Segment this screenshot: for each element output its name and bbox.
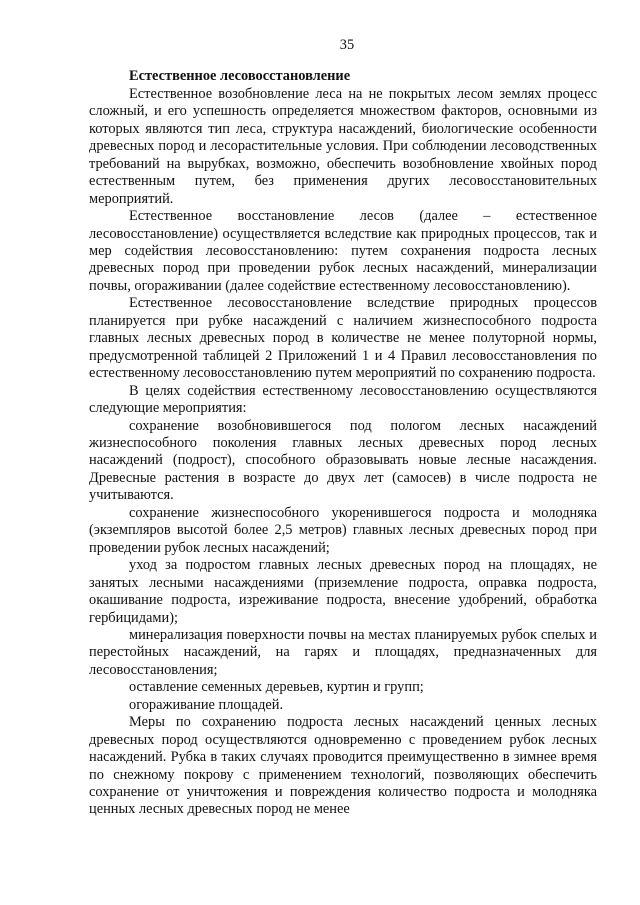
page-number: 35	[339, 37, 355, 53]
list-item-seed-trees: оставление семенных деревьев, куртин и групп;	[129, 679, 424, 696]
section-heading: Естественное лесовосстановление	[129, 68, 351, 85]
paragraph-measures-intro: В целях содействия естественному лесовосстановлению осуществляются следующие мероприятия:	[89, 382, 597, 417]
list-item-soil-mineralization: минерализация поверхности почвы на местах планируемых рубок спелых и перестойных насаждений, на гарях и площадях, предназначенных для лесовосстановления;	[89, 626, 597, 678]
list-item-preserve-young-growth: сохранение жизнеспособного укоренившегося подроста и молодняка (экземпляров высотой более 2,5 метров) главных лесных древесных пород при проведении рубок лесных насаждений;	[89, 504, 597, 556]
paragraph-intro: Естественное возобновление леса на не покрытых лесом землях процесс сложный, и его успешность определяется множеством факторов, основными из которых являются тип леса, структура насаждений, биологические особенности древесных пород и лесорастительные условия. При соблюдении лесоводственных требований на вырубках, возможно, обеспечить возобновление хвойных пород естественным путем, без применения других лесовосстановительных мероприятий.	[89, 85, 597, 207]
list-item-fencing: огораживание площадей.	[129, 696, 284, 713]
list-item-regrowth-care: уход за подростом главных лесных древесных пород на площадях, не занятых лесными насаждениями (приземление подроста, оправка подроста, окашивание подроста, изреживание подроста, внесение удобрений, обработка гербицидами);	[89, 557, 597, 626]
list-item-preserve-regrowth: сохранение возобновившегося под пологом лесных насаждений жизнеспособного поколения главных лесных древесных пород лесных насаждений (подрост), способного образовывать новые лесные насаждения. Древесные растения в возрасте до двух лет (самосев) в числе подроста не учитываются.	[89, 417, 597, 504]
paragraph-natural-processes: Естественное лесовосстановление вследствие природных процессов планируется при рубке насаждений с наличием жизнеспособного подроста главных лесных древесных пород в количестве не менее полуторной нормы, предусмотренной таблицей 2 Приложений 1 и 4 Правил лесовосстановления по естественному лесовосстановлению путем мероприятий по сохранению подроста.	[89, 295, 597, 382]
paragraph-preservation-measures: Меры по сохранению подроста лесных насаждений ценных лесных древесных пород осуществляются одновременно с проведением рубок лесных насаждений. Рубка в таких случаях проводится преимущественно в зимнее время по снежному покрову с применением технологий, позволяющих обеспечить сохранение от уничтожения и повреждения количество подроста и молодняка ценных лесных древесных пород не менее	[89, 714, 597, 818]
paragraph-definition: Естественное восстановление лесов (далее – естественное лесовосстановление) осуществляется вследствие как природных процессов, так и мер содействия лесовосстановлению: путем сохранения подроста лесных древесных пород при проведении рубок лесных насаждений, минерализации почвы, огораживании (далее содействие естественному лесовосстановлению).	[89, 208, 597, 294]
